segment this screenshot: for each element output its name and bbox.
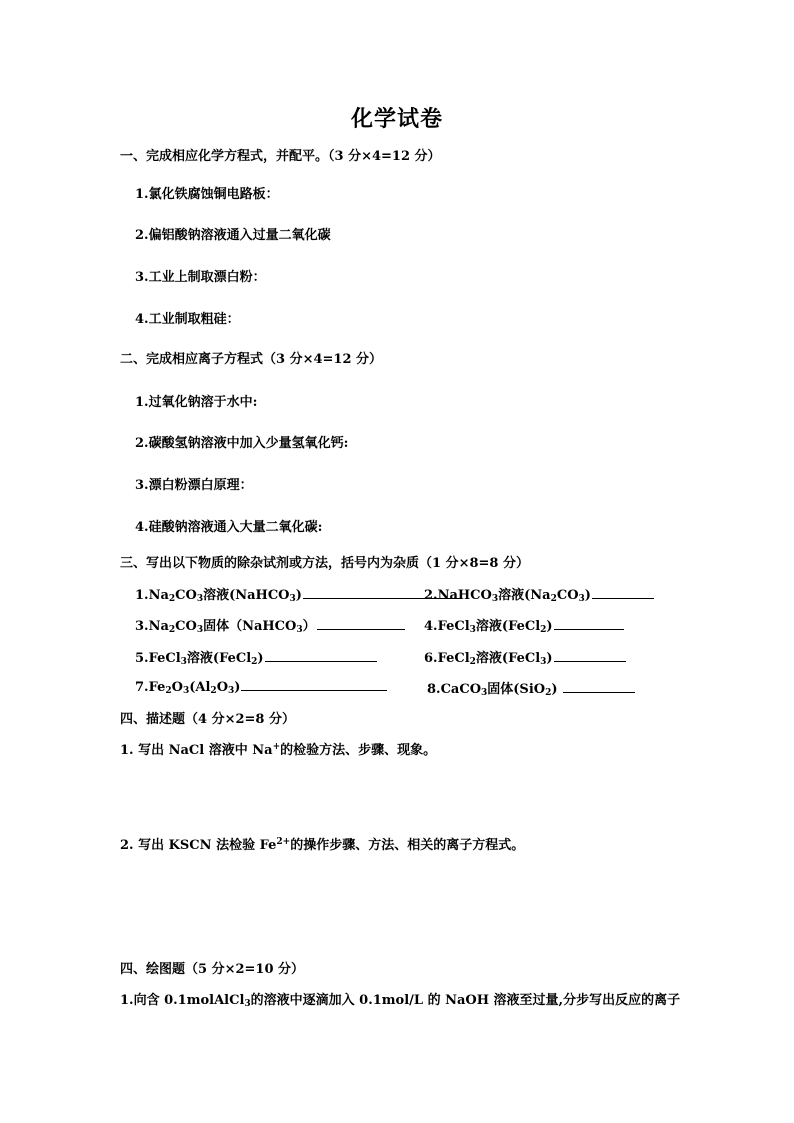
answer-blank-7[interactable] <box>241 678 387 691</box>
drawing-question-1: 1.向含 0.1molAlCl$_3$的溶液中逐滴加入 0.1mol/L 的 NaOH 溶液至过量,分步写出反应的离子 <box>120 993 681 1009</box>
section-1-item-3: 3.工业上制取漂白粉： <box>135 270 266 285</box>
purify-item-2: 2.NaHCO$_3$溶液$(Na_2CO_3)$ <box>424 584 654 604</box>
purify-item-3: $3.Na_2CO_3$固体（NaHCO$_3$） <box>135 615 405 635</box>
section-2-item-1: 1.过氧化钠溶于水中: <box>135 395 258 410</box>
purify-item-5: 5.FeCl$_3$溶液(FeCl$_2$) <box>135 647 377 667</box>
section-2-item-2: 2.碳酸氢钠溶液中加入少量氢氧化钙: <box>135 436 349 451</box>
purify-item-4: 4.FeCl$_3$溶液(FeCl$_2$) <box>424 615 624 635</box>
section-1-heading: 一、完成相应化学方程式，并配平。（3 分×4=12 分） <box>120 149 441 164</box>
purify-item-6: 6.FeCl$_2$溶液(FeCl$_3$) <box>424 647 626 667</box>
section-1-item-2: 2.偏铝酸钠溶液通入过量二氧化碳 <box>135 228 331 243</box>
section-1-item-1: 1.氯化铁腐蚀铜电路板： <box>135 187 279 202</box>
answer-blank-4[interactable] <box>554 617 624 630</box>
answer-blank-3[interactable] <box>317 617 405 630</box>
describe-question-1: 1. 写出 NaCl 溶液中 Na+的检验方法、步骤、现象。 <box>120 742 437 758</box>
purify-item-8: 8.CaCO$_3$固体(SiO$_2$) <box>427 678 635 698</box>
page-title: 化学试卷 <box>350 106 443 132</box>
section-2-heading: 二、完成相应离子方程式（3 分×4=12 分） <box>120 352 383 367</box>
purify-item-7: $7.Fe_2O_3(Al_2O_3)$ <box>135 678 387 696</box>
section-1-item-4: 4.工业制取粗硅： <box>135 312 240 327</box>
answer-blank-2[interactable] <box>592 586 654 599</box>
purify-item-1: $1.Na_2CO_3$溶液(NaHCO$_3$) <box>135 584 461 604</box>
section-5-heading: 四、绘图题（5 分×2=10 分） <box>120 962 305 977</box>
section-2-item-4: 4.硅酸钠溶液通入大量二氧化碳: <box>135 520 323 535</box>
describe-question-2: 2. 写出 KSCN 法检验 $Fe^{2+}$的操作步骤、方法、相关的离子方程式。 <box>120 837 525 853</box>
section-2-item-3: 3.漂白粉漂白原理： <box>135 478 253 493</box>
answer-blank-5[interactable] <box>265 649 377 662</box>
section-3-heading: 三、写出以下物质的除杂试剂或方法，括号内为杂质（1 分×8=8 分） <box>120 556 529 571</box>
answer-blank-6[interactable] <box>554 649 626 662</box>
section-4-heading: 四、描述题（4 分×2=8 分） <box>120 712 295 727</box>
answer-blank-8[interactable] <box>563 680 635 693</box>
